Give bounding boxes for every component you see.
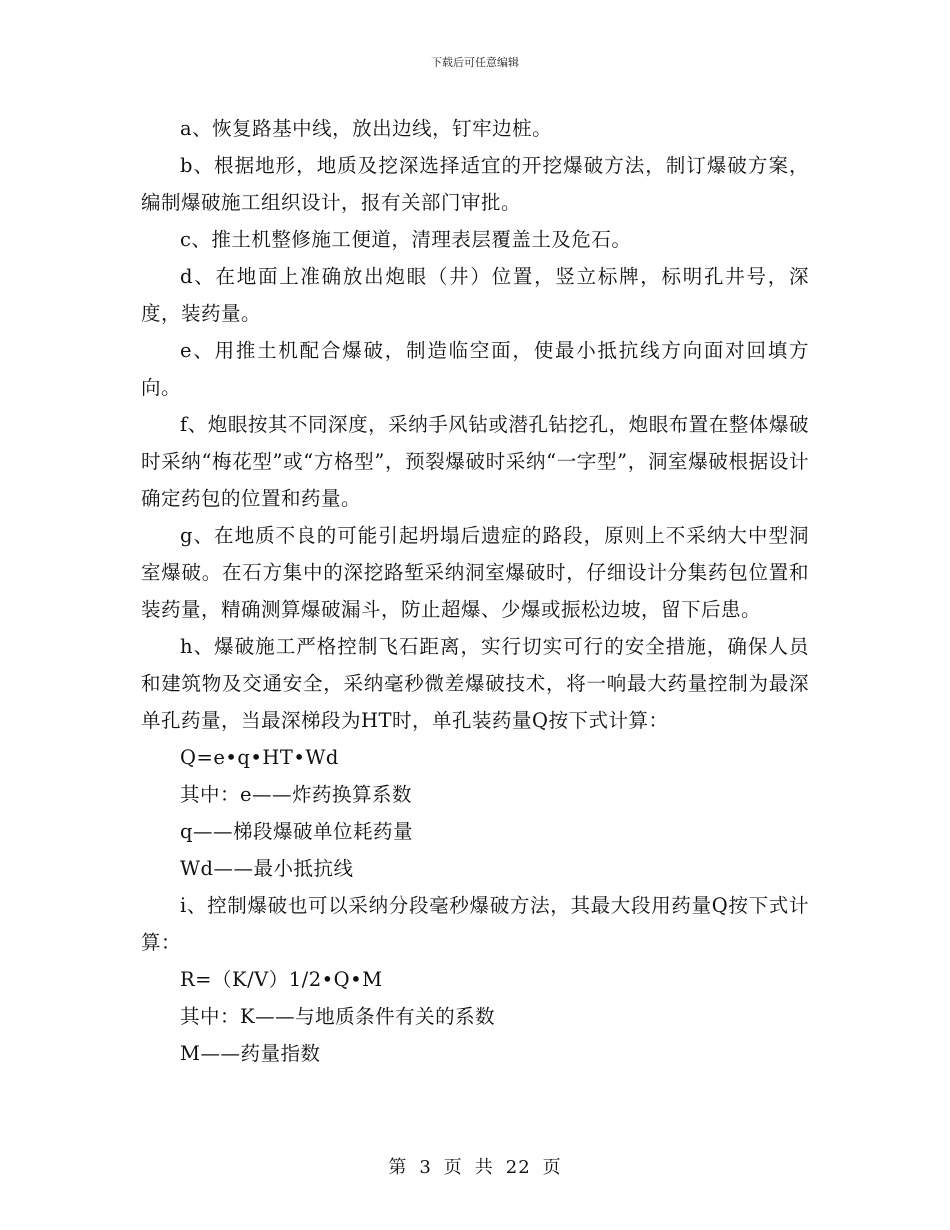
footer-page-number: 3 [419,1157,432,1178]
formula-q-note-q: q——梯段爆破单位耗药量 [180,820,413,843]
formula-q-note-wd: Wd——最小抵抗线 [180,857,354,880]
document-body [141,110,809,1072]
formula-q-note-e: 其中：e——炸药换算系数 [180,783,413,806]
footer-total-pages: 22 [505,1157,531,1178]
footer-page-label: 页 [443,1157,463,1178]
paragraph-h: h、爆破施工严格控制飞石距离，实行切实可行的安全措施，确保人员和建筑物及交通安全，采纳毫秒微差爆破技术，将一响最大药量控制为最深单孔药量，当最深梯段为HT时，单孔装药量Q按下式计算： [141,635,809,732]
page-footer [0,1153,950,1179]
formula-q: Q=e•q•HT•Wd [180,746,339,769]
paragraph-b: b、根据地形，地质及挖深选择适宜的开挖爆破方法，制订爆破方案，编制爆破施工组织设计，报有关部门审批。 [141,154,809,214]
paragraph-d: d、在地面上准确放出炮眼（井）位置，竖立标牌，标明孔井号，深度，装药量。 [141,265,809,325]
paragraph-c: c、推土机整修施工便道，清理表层覆盖土及危石。 [180,228,632,251]
footer-total-label: 共 [474,1157,494,1178]
paragraph-f: f、炮眼按其不同深度，采纳手风钻或潜孔钻挖孔，炮眼布置在整体爆破时采纳“梅花型”或“方格型”，预裂爆破时采纳“一字型”，洞室爆破根据设计确定药包的位置和药量。 [141,413,809,510]
paragraph-i: i、控制爆破也可以采纳分段毫秒爆破方法，其最大段用药量Q按下式计算： [141,894,809,954]
formula-r-note-k: 其中：K——与地质条件有关的系数 [180,1005,496,1028]
footer-prefix: 第 [388,1157,408,1178]
footer-total-suffix: 页 [542,1157,562,1178]
paragraph-e: e、用推土机配合爆破，制造临空面，使最小抵抗线方向面对回填方向。 [141,339,809,399]
paragraph-a: a、恢复路基中线，放出边线，钉牢边桩。 [180,117,553,140]
formula-r-note-m: M——药量指数 [180,1042,321,1065]
page-header: 下载后可任意编辑 [431,56,519,69]
formula-r: R=（K/V）1/2•Q•M [180,968,383,991]
paragraph-g: g、在地质不良的可能引起坍塌后遗症的路段，原则上不采纳大中型洞室爆破。在石方集中的深挖路堑采纳洞室爆破时，仔细设计分集药包位置和装药量，精确测算爆破漏斗，防止超爆、少爆或振松边坡，留下后患。 [141,524,809,621]
